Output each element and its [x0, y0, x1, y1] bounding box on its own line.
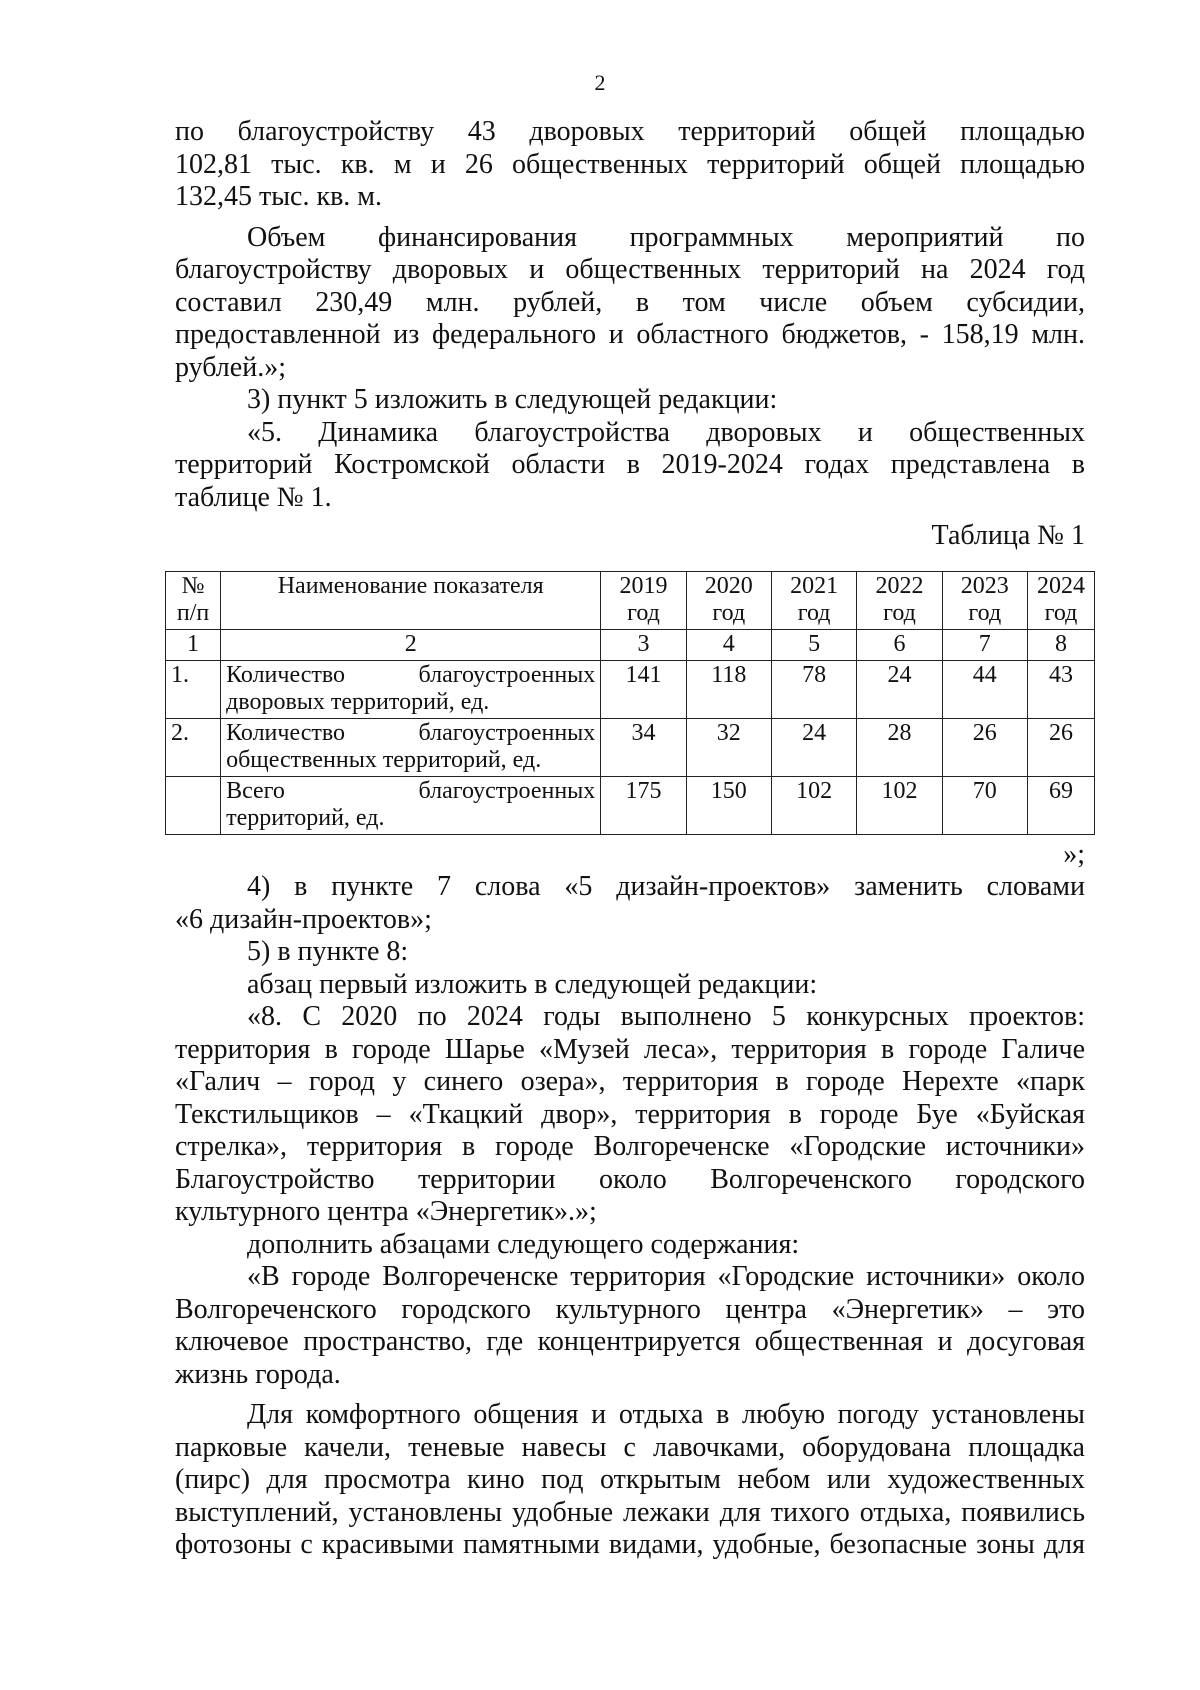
- text-line: «5. Динамика благоустройства дворовых и общественных: [247, 416, 1085, 448]
- table-closing-quote: »;: [1063, 838, 1085, 870]
- table-cell: 102: [771, 776, 856, 834]
- table-cell: 43: [1027, 660, 1094, 718]
- header-year-2021: 2021 год: [771, 571, 856, 629]
- quote-volgorechensk: [175, 1261, 1085, 1391]
- page-number: 2: [594, 70, 606, 95]
- table-cell: 7: [942, 629, 1027, 660]
- row-name: Количество благоустроенных общественных территорий, ед.: [221, 718, 601, 776]
- dynamics-table: [165, 571, 1095, 835]
- header-year-2020: 2020 год: [686, 571, 771, 629]
- header-year-2022: 2022 год: [857, 571, 942, 629]
- header-number: № п/п: [166, 571, 221, 629]
- table-row: [166, 660, 1095, 718]
- header-indicator-name: Наименование показателя: [221, 571, 601, 629]
- table-cell: 175: [601, 776, 686, 834]
- table-cell: 69: [1027, 776, 1094, 834]
- abzac-first: абзац первый изложить в следующей редакции:: [247, 968, 818, 1000]
- supplement-note: дополнить абзацами следующего содержания:: [247, 1228, 800, 1260]
- paragraph-improvement-summary: [175, 116, 1085, 214]
- table-cell: 8: [1027, 629, 1094, 660]
- table-header-row: [166, 571, 1095, 629]
- paragraph-comfort: [175, 1399, 1085, 1562]
- quote-point-8: [175, 1001, 1085, 1229]
- text-line: Текстильщиков – «Ткацкий двор», территория в городе Буе «Буйская: [175, 1098, 1085, 1130]
- text-line: ключевое пространство, где концентрируется общественная и досуговая: [175, 1326, 1085, 1357]
- table-cell: 2: [221, 629, 601, 660]
- item-5: 5) в пункте 8:: [247, 936, 409, 967]
- text-line: таблице № 1.: [175, 481, 332, 513]
- row-name: Всего благоустроенных территорий, ед.: [221, 776, 601, 834]
- header-year-2019: 2019 год: [601, 571, 686, 629]
- table-cell: 118: [686, 660, 771, 718]
- table-cell: 4: [686, 629, 771, 660]
- quote-point-5: [175, 417, 1085, 515]
- table-cell: 6: [857, 629, 942, 660]
- table-cell: 24: [857, 660, 942, 718]
- table-cell: 102: [857, 776, 942, 834]
- row-name: Количество благоустроенных дворовых территорий, ед.: [221, 660, 601, 718]
- text-line: выступлений, установлены удобные лежаки для тихого отдыха, появились: [175, 1496, 1085, 1528]
- text-line: 4) в пункте 7 слова «5 дизайн-проектов» заменить словами: [247, 871, 1085, 902]
- table-cell: 32: [686, 718, 771, 776]
- text-line: жизнь города.: [175, 1358, 341, 1390]
- text-line: составил 230,49 млн. рублей, в том числе объем субсидии,: [175, 286, 1085, 318]
- row-number: [166, 776, 221, 834]
- table-row: [166, 718, 1095, 776]
- row-number: 1.: [166, 660, 221, 718]
- text-line: Объем финансирования программных мероприятий по: [247, 221, 1085, 253]
- table-cell: 5: [771, 629, 856, 660]
- table-cell: 78: [771, 660, 856, 718]
- text-line: рублей.»;: [175, 351, 286, 383]
- text-line: стрелка», территория в городе Волгореченске «Городские источники»: [175, 1131, 1085, 1162]
- table-cell: 28: [857, 718, 942, 776]
- text-line: фотозоны с красивыми памятными видами, удобные, безопасные зоны для: [175, 1529, 1085, 1560]
- item-4: [175, 871, 1085, 936]
- text-line: (пирс) для просмотра кино под открытым небом или художественных: [175, 1464, 1085, 1495]
- table-cell: 1: [166, 629, 221, 660]
- table-row-total: [166, 776, 1095, 834]
- text-line: культурного центра «Энергетик».»;: [175, 1196, 597, 1227]
- text-line: благоустройству дворовых и общественных территорий на 2024 год: [175, 254, 1085, 285]
- table-cell: 34: [601, 718, 686, 776]
- table-cell: 3: [601, 629, 686, 660]
- text-line: «В городе Волгореченске территория «Городские источники» около: [247, 1261, 1085, 1292]
- text-line: «Галич – город у синего озера», территория в городе Нерехте «парк: [175, 1066, 1085, 1097]
- table-cell: 26: [1027, 718, 1094, 776]
- paragraph-financing: [175, 222, 1085, 385]
- text-line: 132,45 тыс. кв. м.: [175, 181, 383, 212]
- text-line: территория в городе Шарье «Музей леса», территория в городе Галиче: [175, 1033, 1085, 1065]
- table-cell: 24: [771, 718, 856, 776]
- text-line: Волгореченского городского культурного центра «Энергетик» – это: [175, 1293, 1085, 1325]
- header-year-2023: 2023 год: [942, 571, 1027, 629]
- table-index-row: [166, 629, 1095, 660]
- row-number: 2.: [166, 718, 221, 776]
- table-cell: 26: [942, 718, 1027, 776]
- text-line: по благоустройству 43 дворовых территорий общей площадью: [175, 116, 1085, 147]
- table-cell: 44: [942, 660, 1027, 718]
- text-line: Благоустройство территории около Волгореченского городского: [175, 1163, 1085, 1195]
- table-title: Таблица № 1: [931, 520, 1085, 551]
- table-cell: 150: [686, 776, 771, 834]
- table-cell: 70: [942, 776, 1027, 834]
- text-line: территорий Костромской области в 2019-2024 годах представлена в: [175, 449, 1085, 480]
- item-3: 3) пункт 5 изложить в следующей редакции:: [247, 384, 778, 415]
- text-line: «6 дизайн-проектов»;: [175, 903, 432, 935]
- text-line: парковые качели, теневые навесы с лавочками, оборудована площадка: [175, 1431, 1085, 1463]
- text-line: Для комфортного общения и отдыха в любую погоду установлены: [247, 1399, 1085, 1430]
- header-year-2024: 2024 год: [1027, 571, 1094, 629]
- text-line: «8. С 2020 по 2024 годы выполнено 5 конкурсных проектов:: [247, 1001, 1085, 1032]
- text-line: предоставленной из федерального и областного бюджетов, - 158,19 млн.: [175, 319, 1085, 350]
- table-cell: 141: [601, 660, 686, 718]
- text-line: 102,81 тыс. кв. м и 26 общественных территорий общей площадью: [175, 148, 1085, 180]
- document-body: [171, 116, 1085, 1562]
